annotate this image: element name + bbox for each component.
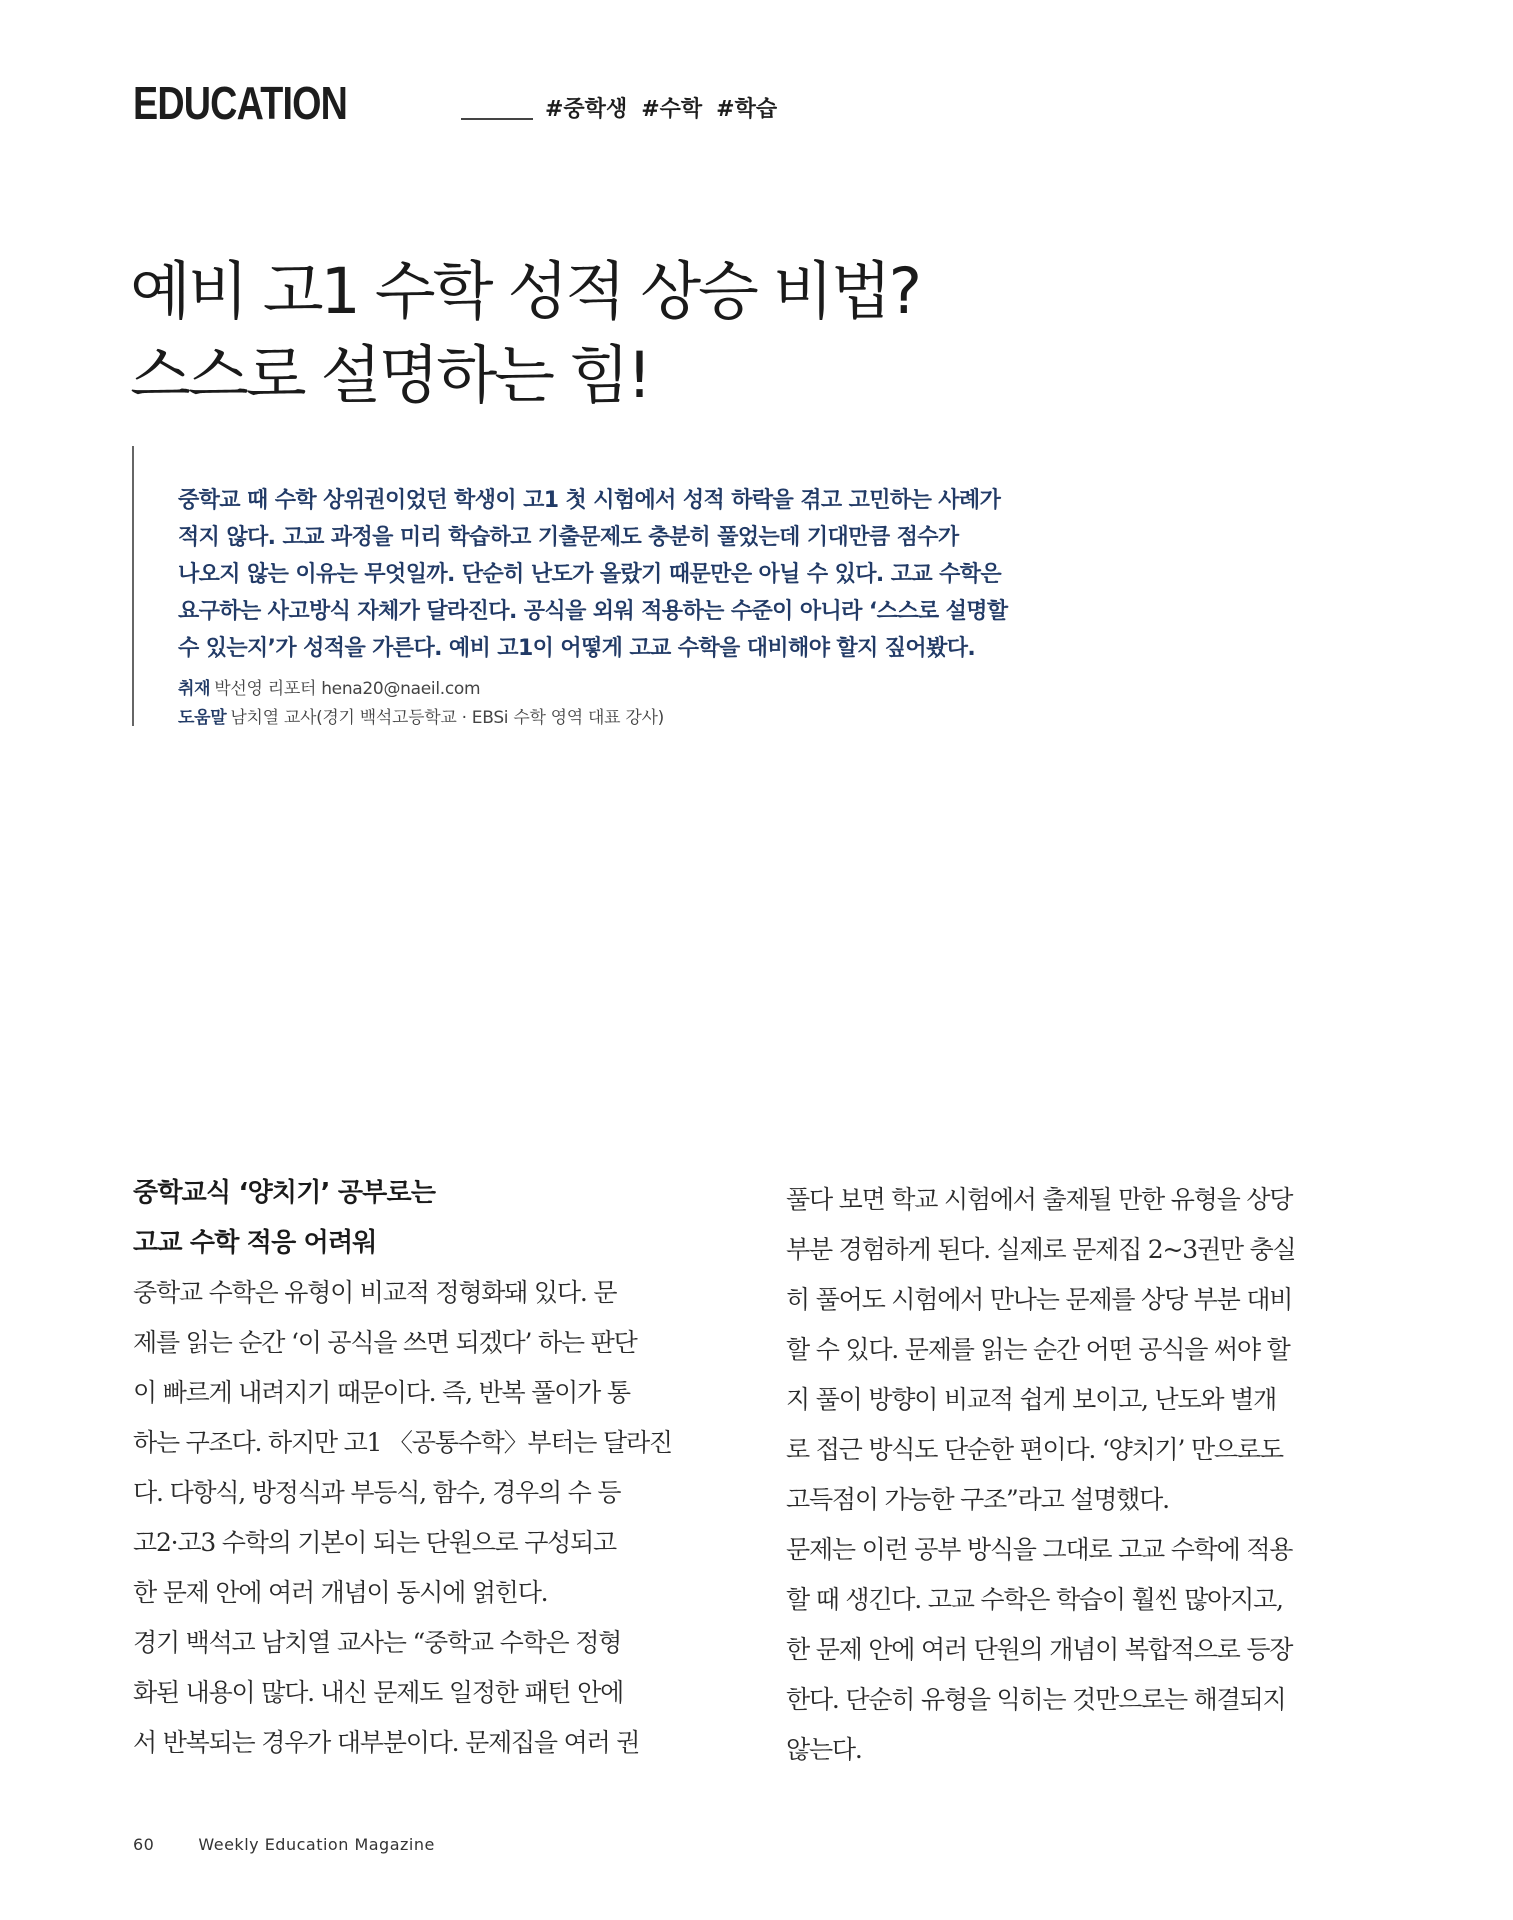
helper-credit — [178, 704, 664, 733]
reporter-credit — [178, 675, 664, 704]
section-subhead — [133, 1168, 713, 1268]
article-headline — [130, 250, 919, 418]
header-divider — [461, 118, 533, 120]
helper-label: 도움말 — [178, 708, 227, 728]
body-line: 중학교 수학은 유형이 비교적 정형화돼 있다. 문 — [133, 1278, 617, 1307]
body-line: 할 수 있다. 문제를 읽는 순간 어떤 공식을 써야 할 — [786, 1335, 1290, 1364]
page-number: 60 — [133, 1835, 155, 1854]
article-credits — [178, 675, 664, 733]
body-line: 풀다 보면 학교 시험에서 출제될 만한 유형을 상당 — [786, 1185, 1293, 1214]
body-paragraphs — [133, 1268, 713, 1768]
helper-value: 남치열 교사(경기 백석고등학교 · EBSi 수학 영역 대표 강사) — [230, 708, 664, 728]
tag[interactable]: #학습 — [716, 97, 778, 122]
subhead-line: 고교 수학 적응 어려워 — [133, 1228, 377, 1258]
reporter-value: 박선영 리포터 hena20@naeil.com — [214, 679, 481, 699]
body-line: 한 문제 안에 여러 단원의 개념이 복합적으로 등장 — [786, 1635, 1293, 1664]
right-column — [786, 1175, 1366, 1775]
subhead-line: 중학교식 ‘양치기’ 공부로는 — [133, 1178, 436, 1208]
lead-line: 나오지 않는 이유는 무엇일까. 단순히 난도가 올랐기 때문만은 아닐 수 있다. 고교 수학은 — [178, 562, 1002, 587]
body-line: 히 풀어도 시험에서 만나는 문제를 상당 부분 대비 — [786, 1285, 1293, 1314]
headline-line: 예비 고1 수학 성적 상승 비법? — [130, 255, 920, 328]
left-column — [133, 1168, 713, 1768]
body-line: 이 빠르게 내려지기 때문이다. 즉, 반복 풀이가 통 — [133, 1378, 630, 1407]
headline-line: 스스로 설명하는 힘! — [130, 339, 650, 412]
lead-line: 적지 않다. 고교 과정을 미리 학습하고 기출문제도 충분히 풀었는데 기대만큼 점수가 — [178, 525, 959, 550]
lead-line: 요구하는 사고방식 자체가 달라진다. 공식을 외워 적용하는 수준이 아니라 ‘스스로 설명할 — [178, 599, 1008, 624]
body-line: 고득점이 가능한 구조”라고 설명했다. — [786, 1485, 1169, 1514]
body-line: 않는다. — [786, 1735, 862, 1764]
body-line: 지 풀이 방향이 비교적 쉽게 보이고, 난도와 별개 — [786, 1385, 1277, 1414]
section-label: EDUCATION — [133, 77, 348, 129]
body-line: 로 접근 방식도 단순한 편이다. ‘양치기’ 만으로도 — [786, 1435, 1283, 1464]
reporter-label: 취재 — [178, 679, 211, 699]
body-line: 제를 읽는 순간 ‘이 공식을 쓰면 되겠다’ 하는 판단 — [133, 1328, 637, 1357]
lead-line: 중학교 때 수학 상위권이었던 학생이 고1 첫 시험에서 성적 하락을 겪고 고민하는 사례가 — [178, 488, 1001, 513]
body-line: 다. 다항식, 방정식과 부등식, 함수, 경우의 수 등 — [133, 1478, 621, 1507]
tag-list — [545, 92, 777, 123]
body-line: 문제는 이런 공부 방식을 그대로 고교 수학에 적용 — [786, 1535, 1293, 1564]
body-line: 서 반복되는 경우가 대부분이다. 문제집을 여러 권 — [133, 1728, 640, 1757]
tag[interactable]: #수학 — [641, 97, 703, 122]
magazine-name: Weekly Education Magazine — [198, 1835, 435, 1854]
page-header — [133, 66, 778, 129]
page-footer — [133, 1835, 435, 1854]
lead-divider-bar — [132, 446, 134, 726]
body-paragraphs — [786, 1175, 1366, 1775]
tag[interactable]: #중학생 — [545, 97, 628, 122]
body-line: 한다. 단순히 유형을 익히는 것만으로는 해결되지 — [786, 1685, 1286, 1714]
body-line: 부분 경험하게 된다. 실제로 문제집 2~3권만 충실 — [786, 1235, 1296, 1264]
body-line: 경기 백석고 남치열 교사는 “중학교 수학은 정형 — [133, 1628, 622, 1657]
body-line: 할 때 생긴다. 고교 수학은 학습이 훨씬 많아지고, — [786, 1585, 1283, 1614]
lead-line: 수 있는지’가 성적을 가른다. 예비 고1이 어떻게 고교 수학을 대비해야 할지 짚어봤다. — [178, 636, 976, 661]
article-lead — [178, 482, 1098, 667]
body-line: 한 문제 안에 여러 개념이 동시에 얽힌다. — [133, 1578, 548, 1607]
body-line: 하는 구조다. 하지만 고1 〈공통수학〉부터는 달라진 — [133, 1428, 672, 1457]
body-line: 화된 내용이 많다. 내신 문제도 일정한 패턴 안에 — [133, 1678, 624, 1707]
body-line: 고2·고3 수학의 기본이 되는 단원으로 구성되고 — [133, 1528, 616, 1557]
